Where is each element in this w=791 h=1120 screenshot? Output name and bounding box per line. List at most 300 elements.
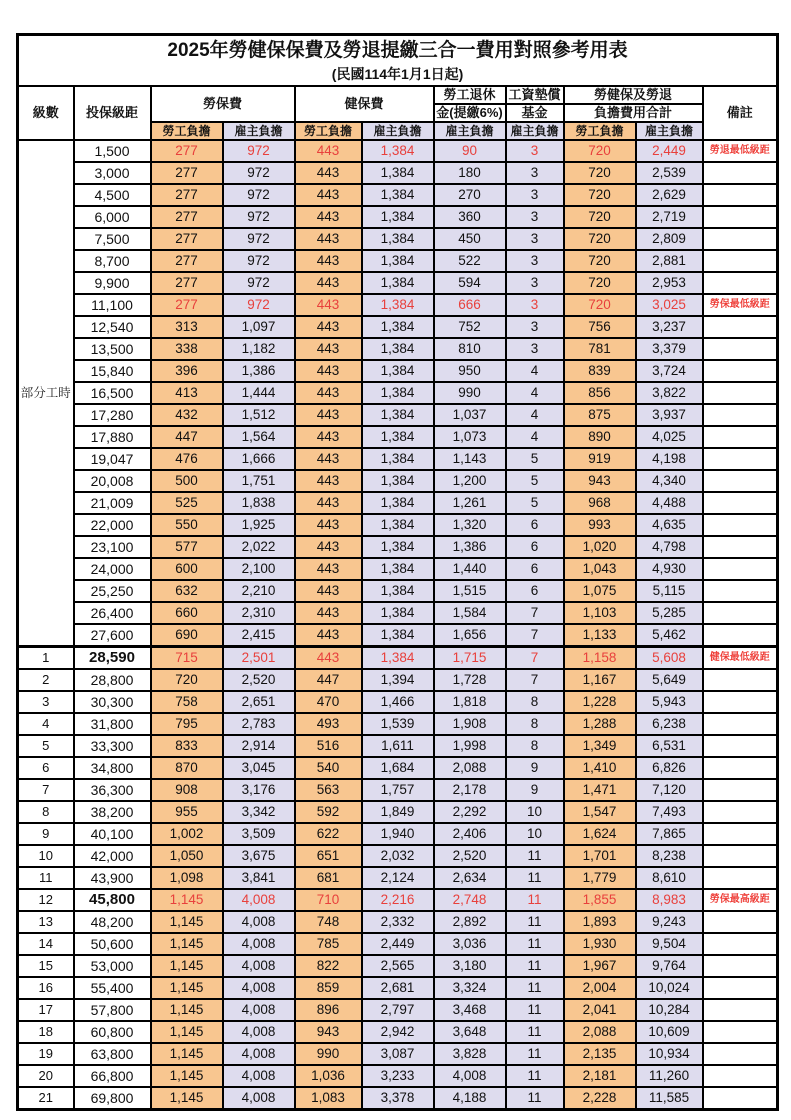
col-header-pension-line1: 勞工退休 [434,86,506,104]
value-cell: 795 [151,713,223,735]
value-cell: 11 [506,977,564,999]
value-cell: 7,120 [636,779,703,801]
value-cell: 8 [506,713,564,735]
value-cell: 781 [564,338,636,360]
bracket-cell: 63,800 [74,1043,151,1065]
value-cell: 1,757 [362,779,434,801]
value-cell: 443 [295,250,362,272]
value-cell: 11 [506,1087,564,1110]
value-cell: 2,634 [434,867,506,889]
note-cell [703,867,778,889]
value-cell: 1,684 [362,757,434,779]
value-cell: 4,198 [636,448,703,470]
table-row [18,426,778,448]
value-cell: 758 [151,691,223,713]
value-cell: 1,349 [564,735,636,757]
note-cell [703,558,778,580]
bracket-cell: 28,590 [74,647,151,670]
value-cell: 2,088 [564,1021,636,1043]
col-header-remark: 備註 [703,86,778,140]
bracket-cell: 50,600 [74,933,151,955]
bracket-cell: 4,500 [74,184,151,206]
note-cell [703,316,778,338]
bracket-cell: 12,540 [74,316,151,338]
bracket-cell: 20,008 [74,470,151,492]
subheader-health-employee: 勞工負擔 [295,122,362,140]
value-cell: 4,008 [223,1065,295,1087]
value-cell: 950 [434,360,506,382]
bracket-cell: 33,300 [74,735,151,757]
value-cell: 1,444 [223,382,295,404]
note-cell: 勞保最高級距 [703,889,778,911]
value-cell: 1,515 [434,580,506,602]
note-cell [703,757,778,779]
value-cell: 447 [151,426,223,448]
bracket-cell: 11,100 [74,294,151,316]
value-cell: 972 [223,162,295,184]
value-cell: 1,083 [295,1087,362,1110]
value-cell: 1,384 [362,624,434,647]
value-cell: 720 [564,206,636,228]
value-cell: 1,384 [362,360,434,382]
col-header-total-line1: 勞健保及勞退 [564,86,703,104]
table-row [18,624,778,647]
bracket-cell: 60,800 [74,1021,151,1043]
value-cell: 1,384 [362,426,434,448]
subheader-total-employee: 勞工負擔 [564,122,636,140]
bracket-cell: 8,700 [74,250,151,272]
level-cell: 17 [18,999,74,1021]
table-row [18,404,778,426]
value-cell: 9 [506,757,564,779]
value-cell: 11 [506,889,564,911]
value-cell: 1,145 [151,933,223,955]
value-cell: 752 [434,316,506,338]
bracket-cell: 21,009 [74,492,151,514]
bracket-cell: 36,300 [74,779,151,801]
value-cell: 8,983 [636,889,703,911]
table-row [18,140,778,162]
value-cell: 972 [223,228,295,250]
table-row [18,294,778,316]
value-cell: 8 [506,691,564,713]
level-cell-part-time: 部分工時 [18,140,74,647]
value-cell: 1,715 [434,647,506,670]
value-cell: 277 [151,206,223,228]
value-cell: 968 [564,492,636,514]
value-cell: 1,037 [434,404,506,426]
table-row [18,580,778,602]
value-cell: 1,002 [151,823,223,845]
value-cell: 1,182 [223,338,295,360]
level-cell: 14 [18,933,74,955]
value-cell: 2,719 [636,206,703,228]
value-cell: 6 [506,514,564,536]
value-cell: 690 [151,624,223,647]
value-cell: 277 [151,184,223,206]
value-cell: 4 [506,382,564,404]
bracket-cell: 24,000 [74,558,151,580]
value-cell: 10,609 [636,1021,703,1043]
table-row [18,514,778,536]
bracket-cell: 17,880 [74,426,151,448]
value-cell: 10 [506,801,564,823]
value-cell: 447 [295,669,362,691]
bracket-cell: 15,840 [74,360,151,382]
value-cell: 972 [223,250,295,272]
value-cell: 9,243 [636,911,703,933]
level-cell: 7 [18,779,74,801]
note-cell [703,162,778,184]
subheader-pension-employer: 雇主負擔 [434,122,506,140]
value-cell: 10,284 [636,999,703,1021]
note-cell [703,977,778,999]
value-cell: 443 [295,228,362,250]
value-cell: 4,008 [434,1065,506,1087]
value-cell: 4,008 [223,977,295,999]
table-row [18,977,778,999]
value-cell: 1,145 [151,1021,223,1043]
value-cell: 720 [564,272,636,294]
value-cell: 7 [506,602,564,624]
level-cell: 8 [18,801,74,823]
value-cell: 1,320 [434,514,506,536]
value-cell: 2,228 [564,1087,636,1110]
note-cell [703,228,778,250]
table-row [18,889,778,911]
value-cell: 270 [434,184,506,206]
value-cell: 5 [506,492,564,514]
value-cell: 756 [564,316,636,338]
note-cell [703,360,778,382]
value-cell: 3,025 [636,294,703,316]
value-cell: 3,237 [636,316,703,338]
value-cell: 2,022 [223,536,295,558]
value-cell: 443 [295,426,362,448]
value-cell: 1,564 [223,426,295,448]
level-cell: 13 [18,911,74,933]
value-cell: 1,145 [151,977,223,999]
value-cell: 720 [564,162,636,184]
table-row [18,492,778,514]
value-cell: 3,324 [434,977,506,999]
value-cell: 277 [151,162,223,184]
note-cell [703,735,778,757]
value-cell: 1,940 [362,823,434,845]
bracket-cell: 66,800 [74,1065,151,1087]
value-cell: 3 [506,140,564,162]
value-cell: 1,539 [362,713,434,735]
value-cell: 3,087 [362,1043,434,1065]
bracket-cell: 57,800 [74,999,151,1021]
note-cell [703,536,778,558]
table-row [18,602,778,624]
value-cell: 1,547 [564,801,636,823]
value-cell: 3 [506,338,564,360]
bracket-cell: 28,800 [74,669,151,691]
value-cell: 5,608 [636,647,703,670]
value-cell: 2,449 [362,933,434,955]
value-cell: 1,728 [434,669,506,691]
table-row [18,955,778,977]
value-cell: 2,292 [434,801,506,823]
value-cell: 1,611 [362,735,434,757]
bracket-cell: 17,280 [74,404,151,426]
bracket-cell: 42,000 [74,845,151,867]
value-cell: 2,953 [636,272,703,294]
note-cell [703,691,778,713]
value-cell: 5 [506,470,564,492]
value-cell: 2,681 [362,977,434,999]
table-row [18,647,778,670]
table-row [18,713,778,735]
value-cell: 3,675 [223,845,295,867]
value-cell: 1,838 [223,492,295,514]
note-cell [703,669,778,691]
subheader-total-employer: 雇主負擔 [636,122,703,140]
value-cell: 3,036 [434,933,506,955]
value-cell: 313 [151,316,223,338]
value-cell: 919 [564,448,636,470]
value-cell: 1,036 [295,1065,362,1087]
value-cell: 859 [295,977,362,999]
value-cell: 972 [223,272,295,294]
value-cell: 681 [295,867,362,889]
value-cell: 972 [223,294,295,316]
value-cell: 2,135 [564,1043,636,1065]
value-cell: 1,384 [362,140,434,162]
value-cell: 277 [151,250,223,272]
value-cell: 1,855 [564,889,636,911]
bracket-cell: 31,800 [74,713,151,735]
value-cell: 1,998 [434,735,506,757]
table-row [18,1021,778,1043]
value-cell: 715 [151,647,223,670]
value-cell: 856 [564,382,636,404]
note-cell [703,514,778,536]
value-cell: 2,406 [434,823,506,845]
value-cell: 8,238 [636,845,703,867]
value-cell: 2,310 [223,602,295,624]
value-cell: 2,783 [223,713,295,735]
value-cell: 4,008 [223,999,295,1021]
value-cell: 1,925 [223,514,295,536]
note-cell [703,713,778,735]
value-cell: 4,008 [223,1043,295,1065]
value-cell: 2,914 [223,735,295,757]
level-cell: 19 [18,1043,74,1065]
table-row [18,735,778,757]
note-cell [703,801,778,823]
value-cell: 443 [295,470,362,492]
value-cell: 1,656 [434,624,506,647]
value-cell: 1,145 [151,911,223,933]
value-cell: 11,585 [636,1087,703,1110]
value-cell: 908 [151,779,223,801]
level-cell: 4 [18,713,74,735]
value-cell: 1,098 [151,867,223,889]
value-cell: 3,468 [434,999,506,1021]
bracket-cell: 27,600 [74,624,151,647]
value-cell: 1,145 [151,999,223,1021]
value-cell: 594 [434,272,506,294]
table-row [18,536,778,558]
value-cell: 5 [506,448,564,470]
note-cell [703,1065,778,1087]
value-cell: 4,488 [636,492,703,514]
value-cell: 4,008 [223,1087,295,1110]
table-row [18,1087,778,1110]
value-cell: 90 [434,140,506,162]
value-cell: 720 [564,250,636,272]
value-cell: 2,748 [434,889,506,911]
table-row [18,272,778,294]
value-cell: 8 [506,735,564,757]
value-cell: 3,724 [636,360,703,382]
note-cell [703,382,778,404]
note-cell [703,206,778,228]
value-cell: 1,384 [362,470,434,492]
value-cell: 1,288 [564,713,636,735]
value-cell: 2,332 [362,911,434,933]
bracket-cell: 16,500 [74,382,151,404]
value-cell: 1,384 [362,228,434,250]
note-cell [703,624,778,647]
note-cell [703,404,778,426]
value-cell: 1,384 [362,580,434,602]
fee-table [16,33,779,1111]
value-cell: 1,384 [362,492,434,514]
note-cell [703,602,778,624]
value-cell: 493 [295,713,362,735]
value-cell: 4,008 [223,955,295,977]
value-cell: 443 [295,162,362,184]
value-cell: 3,378 [362,1087,434,1110]
bracket-cell: 25,250 [74,580,151,602]
value-cell: 2,809 [636,228,703,250]
value-cell: 2,124 [362,867,434,889]
page-subtitle: (民國114年1月1日起) [331,65,464,82]
value-cell: 443 [295,316,362,338]
value-cell: 7 [506,669,564,691]
value-cell: 1,261 [434,492,506,514]
value-cell: 1,075 [564,580,636,602]
value-cell: 1,471 [564,779,636,801]
value-cell: 11 [506,845,564,867]
subheader-labor-employee: 勞工負擔 [151,122,223,140]
value-cell: 443 [295,647,362,670]
table-row [18,162,778,184]
table-row [18,691,778,713]
value-cell: 443 [295,558,362,580]
value-cell: 470 [295,691,362,713]
value-cell: 810 [434,338,506,360]
table-row [18,338,778,360]
value-cell: 11 [506,1021,564,1043]
value-cell: 651 [295,845,362,867]
value-cell: 4,025 [636,426,703,448]
level-cell: 2 [18,669,74,691]
table-row [18,823,778,845]
value-cell: 525 [151,492,223,514]
value-cell: 1,073 [434,426,506,448]
bracket-cell: 38,200 [74,801,151,823]
value-cell: 2,651 [223,691,295,713]
value-cell: 972 [223,206,295,228]
value-cell: 10 [506,823,564,845]
bracket-cell: 23,100 [74,536,151,558]
value-cell: 6 [506,558,564,580]
value-cell: 1,849 [362,801,434,823]
note-cell [703,470,778,492]
note-cell [703,955,778,977]
value-cell: 1,145 [151,889,223,911]
value-cell: 2,032 [362,845,434,867]
value-cell: 277 [151,140,223,162]
value-cell: 443 [295,382,362,404]
value-cell: 1,624 [564,823,636,845]
value-cell: 1,200 [434,470,506,492]
value-cell: 1,145 [151,1065,223,1087]
value-cell: 5,462 [636,624,703,647]
value-cell: 9,764 [636,955,703,977]
value-cell: 338 [151,338,223,360]
note-cell [703,580,778,602]
note-cell [703,184,778,206]
value-cell: 943 [295,1021,362,1043]
value-cell: 4 [506,404,564,426]
note-cell [703,779,778,801]
value-cell: 3,233 [362,1065,434,1087]
value-cell: 2,210 [223,580,295,602]
value-cell: 2,178 [434,779,506,801]
note-cell: 健保最低級距 [703,647,778,670]
value-cell: 1,384 [362,250,434,272]
col-header-wage-fund-line2: 基金 [506,104,564,122]
value-cell: 993 [564,514,636,536]
value-cell: 1,893 [564,911,636,933]
value-cell: 632 [151,580,223,602]
value-cell: 6 [506,580,564,602]
value-cell: 2,449 [636,140,703,162]
value-cell: 2,041 [564,999,636,1021]
col-header-labor-insurance: 勞保費 [151,86,295,122]
table-body [18,140,778,1110]
value-cell: 11,260 [636,1065,703,1087]
value-cell: 1,158 [564,647,636,670]
value-cell: 443 [295,338,362,360]
value-cell: 1,103 [564,602,636,624]
bracket-cell: 3,000 [74,162,151,184]
bracket-cell: 19,047 [74,448,151,470]
value-cell: 990 [434,382,506,404]
value-cell: 396 [151,360,223,382]
level-cell: 21 [18,1087,74,1110]
col-header-wage-fund-line1: 工資墊償 [506,86,564,104]
value-cell: 277 [151,294,223,316]
value-cell: 1,967 [564,955,636,977]
table-row [18,250,778,272]
value-cell: 3,045 [223,757,295,779]
table-row [18,470,778,492]
value-cell: 6 [506,536,564,558]
bracket-cell: 53,000 [74,955,151,977]
level-cell: 12 [18,889,74,911]
value-cell: 4,798 [636,536,703,558]
bracket-cell: 43,900 [74,867,151,889]
value-cell: 7,865 [636,823,703,845]
value-cell: 3 [506,184,564,206]
